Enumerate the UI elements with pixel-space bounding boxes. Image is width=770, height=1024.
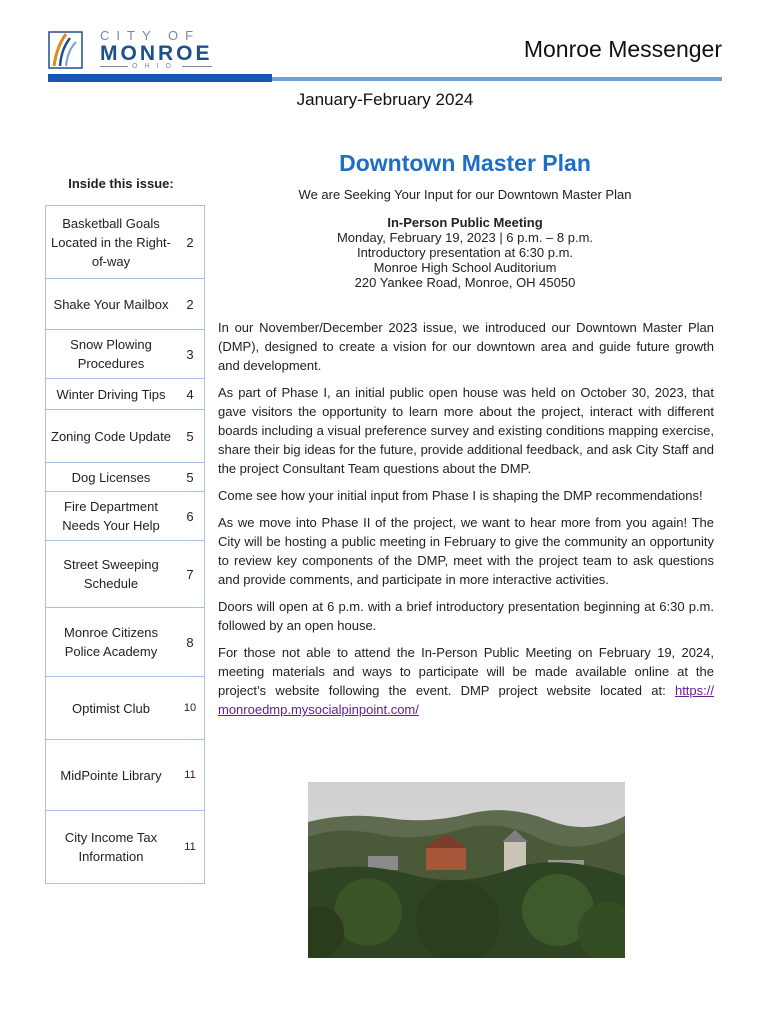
project-website-link[interactable]: https:// monroedmp.mysocialpinpoint.com/ <box>218 683 714 717</box>
toc-item[interactable] <box>46 492 204 541</box>
meeting-title: In-Person Public Meeting <box>387 215 543 230</box>
article-body <box>218 318 714 727</box>
toc-item-label: Optimist Club <box>71 700 151 716</box>
toc-item[interactable] <box>46 677 204 740</box>
toc-item-label: Dog Licenses <box>71 469 151 485</box>
logo-line-1: CITY OF <box>100 28 201 43</box>
paragraph: Come see how your initial input from Phase I is shaping the DMP recommendations! <box>218 488 703 503</box>
toc-item-label: Winter Driving Tips <box>56 386 166 402</box>
toc-item[interactable] <box>46 608 204 677</box>
toc-item-label: Shake Your Mailbox <box>53 296 169 312</box>
toc-item-label: Street Sweeping Schedule <box>63 557 159 591</box>
paragraph: As part of Phase I, an initial public open house was held on October 30, 2023, that gave visitors the opportunity to learn more about the project, interact with different boards including a visual preference survey and existing conditions mapping exercise, share their big ideas for the future, provide additional feedback, and ask City Staff and the project Consultant Team questions about the DMP. <box>218 385 714 476</box>
header-bar-dark <box>48 74 272 82</box>
meeting-venue: Monroe High School Auditorium <box>373 260 557 275</box>
logo-mark-icon <box>48 30 84 70</box>
toc-item-page: 11 <box>184 841 196 853</box>
newsletter-title: Monroe Messenger <box>523 36 722 62</box>
toc-item-label: MidPointe Library <box>60 767 162 783</box>
toc-item-page: 5 <box>186 469 194 485</box>
header-bar <box>48 74 722 82</box>
paragraph-last <box>218 643 714 719</box>
toc-item-page: 2 <box>186 296 194 312</box>
logo-rule <box>100 66 128 67</box>
toc-item-label: Fire Department Needs Your Help <box>62 499 160 533</box>
downtown-photo <box>308 782 625 958</box>
toc-item[interactable] <box>46 330 204 379</box>
toc-item-label: Monroe Citizens Police Academy <box>64 625 158 659</box>
toc-item-label: Basketball Goals Located in the Right-of-way <box>51 215 171 269</box>
toc-item[interactable] <box>46 463 204 492</box>
toc-item[interactable] <box>46 740 204 811</box>
meeting-info <box>204 215 726 290</box>
article-subtitle: We are Seeking Your Input for our Downtown Master Plan <box>298 187 632 202</box>
toc-item-page: 2 <box>186 234 194 250</box>
paragraph: Doors will open at 6 p.m. with a brief introductory presentation beginning at 6:30 p.m. followed by an open house. <box>218 599 714 633</box>
toc-item-page: 6 <box>186 508 194 524</box>
article-title: Downtown Master Plan <box>339 150 591 176</box>
toc-item-label: City Income Tax Information <box>64 830 158 864</box>
toc-item[interactable] <box>46 279 204 330</box>
logo-line-2: MONROE <box>100 42 213 65</box>
paragraph: In our November/December 2023 issue, we introduced our Downtown Master Plan (DMP), designed to create a vision for our downtown area and guide future growth and development. <box>218 320 714 373</box>
logo-rule <box>182 66 212 67</box>
toc-item-page: 5 <box>186 428 194 444</box>
toc-item[interactable] <box>46 811 204 883</box>
city-logo <box>48 30 218 72</box>
meeting-presentation-time: Introductory presentation at 6:30 p.m. <box>356 245 574 260</box>
paragraph: As we move into Phase II of the project, we want to hear more from you again! The City will be hosting a public meeting in February to give the community an opportunity to review key components of the DMP, meet with the project team to ask questions and provide comments, and participate in more interactive activities. <box>218 515 714 587</box>
toc-item-page: 7 <box>186 566 194 582</box>
toc-item-label: Zoning Code Update <box>51 428 171 444</box>
toc-item-label: Snow Plowing Procedures <box>70 337 152 371</box>
sidebar-title: Inside this issue: <box>68 176 174 191</box>
toc-item-page: 10 <box>183 702 197 714</box>
paragraph-text: For those not able to attend the In-Person Public Meeting on February 19, 2024, meeting materials and ways to participate will be made available online at the project’s website following the event. DMP project website located at: <box>218 645 714 698</box>
toc-item-page: 4 <box>186 386 194 402</box>
toc-item-page: 8 <box>186 634 194 650</box>
toc-item[interactable] <box>46 541 204 608</box>
table-of-contents <box>45 205 205 884</box>
issue-date: January-February 2024 <box>296 90 474 109</box>
toc-item[interactable] <box>46 379 204 410</box>
meeting-address: 220 Yankee Road, Monroe, OH 45050 <box>354 275 576 290</box>
header-bar-light <box>272 77 722 81</box>
meeting-date: Monday, February 19, 2023 | 6 p.m. – 8 p.m. <box>336 230 594 245</box>
toc-item[interactable] <box>46 206 204 279</box>
logo-line-3: OHIO <box>132 63 178 70</box>
toc-item-page: 3 <box>186 346 194 362</box>
toc-item-page: 11 <box>184 769 196 781</box>
toc-item[interactable] <box>46 410 204 463</box>
